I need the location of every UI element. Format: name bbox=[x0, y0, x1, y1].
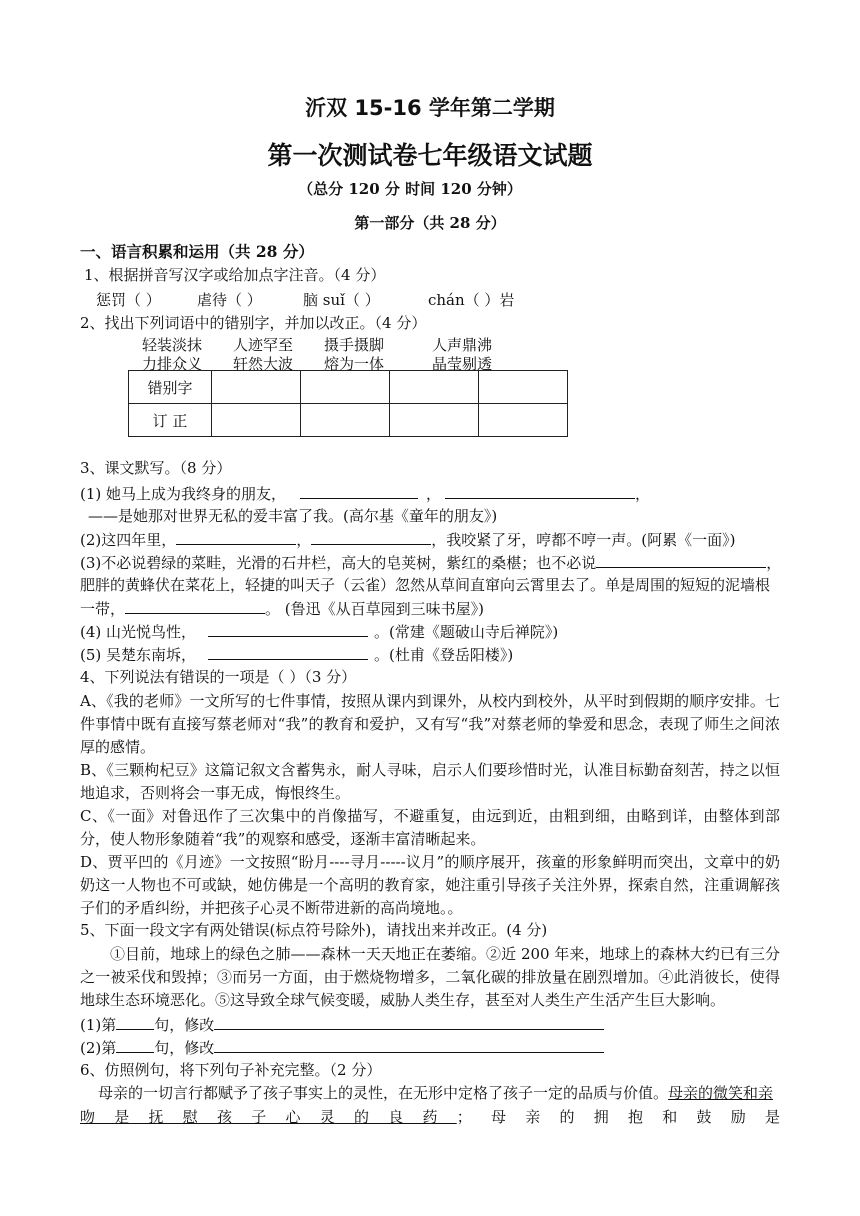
q3-text: 一带， bbox=[80, 600, 126, 618]
q2-word: 力排众义 bbox=[142, 355, 203, 373]
q6-text: 母亲的一切言行都赋予了孩子事实上的灵性，在无形中定格了孩子一定的品质与价值。 bbox=[98, 1084, 669, 1102]
answer-cell[interactable] bbox=[479, 371, 568, 404]
answer-cell[interactable] bbox=[301, 404, 390, 437]
answer-blank[interactable] bbox=[214, 1037, 604, 1053]
school-term: 沂双 15-16 学年第二学期 bbox=[305, 96, 555, 120]
q4-option-b: B、《三颗枸杞豆》这篇记叙文含蓄隽永，耐人寻味，启示人们要珍惜时光，认准目标勤奋刻苦，持之以恒地追求，否则将会一事无成，悔恨终生。 bbox=[80, 761, 780, 802]
q3-text: ， bbox=[426, 485, 442, 503]
q5-label: 句，修改 bbox=[154, 1016, 215, 1034]
q3-line bbox=[80, 552, 781, 573]
q4-option-a: A、《我的老师》一文所写的七件事情，按照从课内到课外，从校内到校外，从平时到假期的顺序安排。七件事情中既有直接写蔡老师对“我”的教育和爱护，又有写“我”对蔡老师的挚爱和思念，表现了师生之间浓厚的感情。 bbox=[80, 692, 780, 756]
q5-label: 句，修改 bbox=[154, 1039, 215, 1057]
q6-text: ；母亲的拥抱和鼓励是 bbox=[456, 1108, 780, 1126]
answer-blank[interactable] bbox=[125, 598, 265, 614]
q3-text: (1) 她马上成为我终身的朋友， bbox=[80, 485, 287, 503]
table-row bbox=[129, 404, 568, 437]
q1-item: 惩罚（ ） bbox=[96, 291, 161, 309]
answer-blank[interactable] bbox=[116, 1014, 154, 1030]
answer-blank[interactable] bbox=[596, 552, 766, 568]
answer-blank[interactable] bbox=[445, 483, 635, 499]
q3-text: (5) 吴楚东南坼， bbox=[80, 646, 197, 664]
exam-title: 第一次测试卷七年级语文试题 bbox=[267, 141, 593, 170]
row-header: 订 正 bbox=[129, 404, 212, 437]
q3-text: 。(杜甫《登岳阳楼》) bbox=[374, 646, 514, 664]
answer-blank[interactable] bbox=[214, 1014, 604, 1030]
q6-stem: 6、仿照例句，将下列句子补充完整。（2 分） bbox=[80, 1061, 382, 1079]
answer-blank[interactable] bbox=[208, 621, 368, 637]
q3-line: ——是她那对世界无私的爱丰富了我。(高尔基《童年的朋友》) bbox=[88, 507, 498, 525]
row-header: 错别字 bbox=[129, 371, 212, 404]
q3-text: ， bbox=[296, 531, 312, 549]
answer-blank[interactable] bbox=[208, 644, 368, 660]
q6-example: 吻是抚慰孩子心灵的良药 bbox=[80, 1108, 457, 1126]
q5-text: ①目前，地球上的绿色之肺——森林一天天地正在萎缩。②近 200 年来，地球上的森林大约已有三分之一被采伐和毁掉；③而另一方面，由于燃烧物增多，二氧化碳的排放量在剧烈增加。④此消彼长，使得地球生态环境恶化。⑤这导致全球气候变暖，威胁人类生存，甚至对人类生产生活产生巨大影响。 bbox=[80, 945, 780, 1009]
score-time: （总分 120 分 时间 120 分钟） bbox=[298, 180, 522, 198]
q2-word: 熔为一体 bbox=[324, 355, 385, 373]
section-heading: 一、语言积累和运用（共 28 分） bbox=[80, 242, 314, 261]
answer-cell[interactable] bbox=[301, 371, 390, 404]
q3-line bbox=[80, 529, 735, 550]
q3-text: 。 (鲁迅《从百草园到三味书屋》) bbox=[265, 600, 484, 618]
answer-cell[interactable] bbox=[479, 404, 568, 437]
answer-cell[interactable] bbox=[212, 371, 301, 404]
answer-cell[interactable] bbox=[212, 404, 301, 437]
q6-paragraph bbox=[98, 1083, 773, 1103]
answer-blank[interactable] bbox=[311, 529, 431, 545]
q5-label: (2)第 bbox=[80, 1039, 117, 1057]
q2-word: 摄手摄脚 bbox=[324, 336, 385, 354]
q3-text: 。(常建《题破山寺后禅院》) bbox=[374, 623, 559, 641]
q5-label: (1)第 bbox=[80, 1016, 117, 1034]
correction-table bbox=[128, 370, 568, 437]
q6-paragraph bbox=[80, 1106, 780, 1129]
q3-text: (4) 山光悦鸟性， bbox=[80, 623, 197, 641]
q3-line bbox=[80, 483, 650, 504]
q3-line bbox=[80, 598, 484, 619]
q3-text: ，我咬紧了牙，哼都不哼一声。(阿累《一面》) bbox=[431, 531, 736, 549]
q2-stem: 2、找出下列词语中的错别字，并加以改正。（4 分） bbox=[80, 314, 427, 332]
q1-stem: 1、根据拼音写汉字或给加点字注音。（4 分） bbox=[84, 266, 386, 284]
q1-item: chán（ ）岩 bbox=[428, 291, 515, 309]
q6-example: 母亲的微笑和亲 bbox=[668, 1084, 774, 1102]
q4-option-d: D、贾平凹的《月迹》一文按照“盼月----寻月-----议月”的顺序展开，孩童的形象鲜明而突出，文章中的奶奶这一人物也不可或缺，她仿佛是一个高明的教育家，她注重引导孩子关注外界，探索自然，注重调解孩子们的矛盾纠纷，并把孩子心灵不断带进新的高尚境地。。 bbox=[80, 853, 780, 917]
q2-word: 人迹罕至 bbox=[233, 336, 294, 354]
part-heading: 第一部分（共 28 分） bbox=[354, 214, 506, 232]
q3-line bbox=[80, 621, 558, 642]
q2-word: 晶莹剔透 bbox=[432, 355, 493, 373]
q2-word: 轩然大波 bbox=[233, 355, 294, 373]
q4-option-c: C、《一面》对鲁迅作了三次集中的肖像描写，不避重复，由远到近，由粗到细，由略到详，由整体到部分，使人物形象随着“我”的观察和感受，逐渐丰富清晰起来。 bbox=[80, 807, 780, 848]
table-row bbox=[129, 371, 568, 404]
answer-blank[interactable] bbox=[176, 529, 296, 545]
q1-item: 虐待（ ） bbox=[197, 291, 262, 309]
answer-cell[interactable] bbox=[390, 404, 479, 437]
answer-blank[interactable] bbox=[300, 483, 418, 499]
q2-word: 人声鼎沸 bbox=[432, 336, 493, 354]
q5-answer bbox=[80, 1037, 604, 1058]
q3-text: (2)这四年里， bbox=[80, 531, 177, 549]
q5-stem: 5、下面一段文字有两处错误(标点符号除外)，请找出来并改正。(4 分) bbox=[80, 921, 548, 939]
q3-text: ， bbox=[766, 554, 782, 572]
q4-stem: 4、下列说法有错误的一项是（ ）（3 分） bbox=[80, 668, 357, 686]
q1-item: 脑 suǐ（ ） bbox=[303, 291, 380, 309]
q2-word: 轻装淡抹 bbox=[142, 336, 203, 354]
q3-line: 肥胖的黄蜂伏在菜花上，轻捷的叫天子（云雀）忽然从草间直窜向云霄里去了。单是周围的短短的泥墙根 bbox=[80, 576, 771, 594]
q3-line bbox=[80, 644, 513, 665]
answer-cell[interactable] bbox=[390, 371, 479, 404]
q3-text: (3)不必说碧绿的菜畦，光滑的石井栏，高大的皂荚树，紫红的桑椹；也不必说 bbox=[80, 554, 597, 572]
q3-stem: 3、课文默写。（8 分） bbox=[80, 459, 232, 477]
answer-blank[interactable] bbox=[116, 1037, 154, 1053]
q3-text: ， bbox=[635, 485, 651, 503]
q5-answer bbox=[80, 1014, 604, 1035]
